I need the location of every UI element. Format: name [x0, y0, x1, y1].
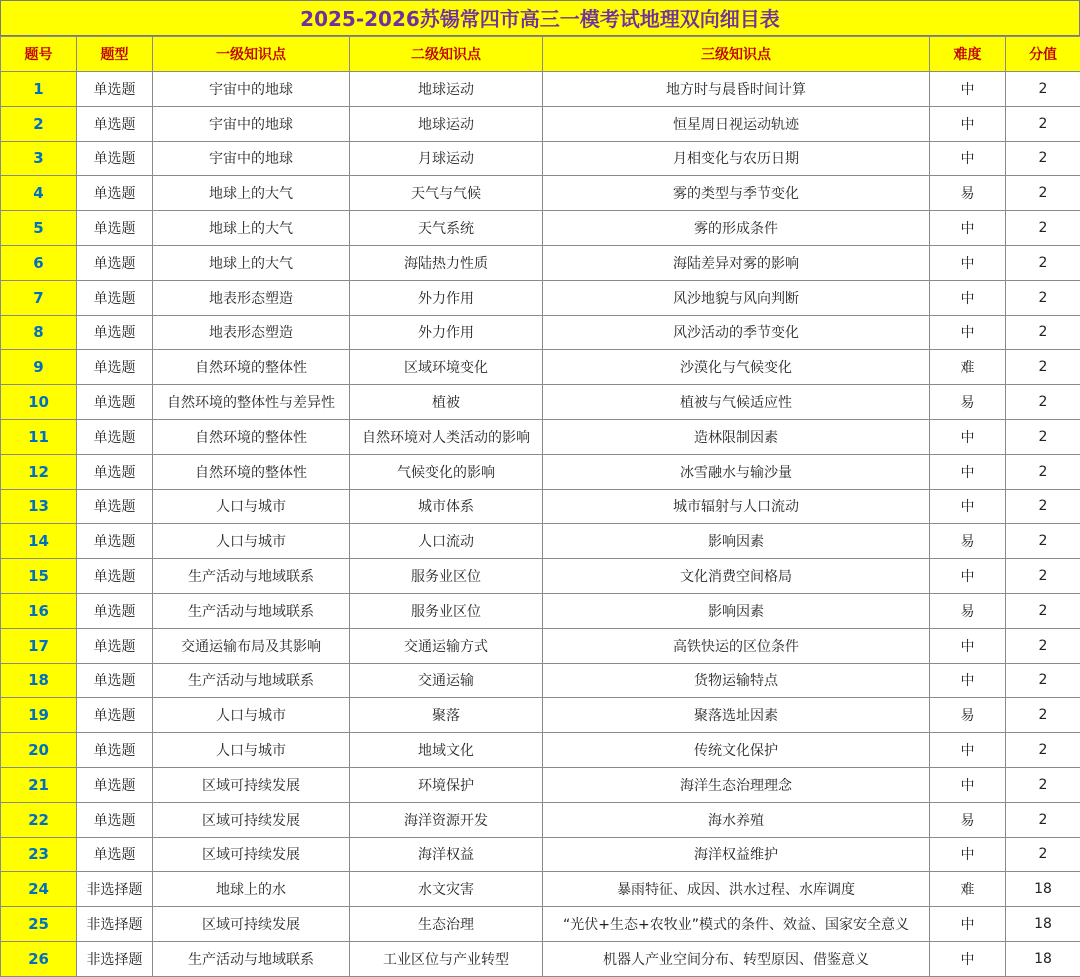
cell-level2-knowledge: 工业区位与产业转型 [350, 941, 543, 976]
table-row [1, 106, 1080, 141]
cell-question-type: 单选题 [77, 733, 153, 768]
cell-level3-knowledge: 货物运输特点 [543, 663, 930, 698]
cell-question-type: 单选题 [77, 524, 153, 559]
cell-level3-knowledge: 风沙地貌与风向判断 [543, 280, 930, 315]
cell-level3-knowledge: 传统文化保护 [543, 733, 930, 768]
cell-difficulty: 中 [930, 559, 1006, 594]
cell-score: 2 [1006, 628, 1080, 663]
cell-score: 2 [1006, 106, 1080, 141]
cell-question-type: 单选题 [77, 454, 153, 489]
table-row [1, 941, 1080, 976]
cell-question-type: 单选题 [77, 72, 153, 107]
table-row [1, 350, 1080, 385]
cell-question-no: 13 [1, 489, 77, 524]
cell-difficulty: 中 [930, 315, 1006, 350]
cell-score: 18 [1006, 872, 1080, 907]
cell-score: 18 [1006, 941, 1080, 976]
table-row [1, 72, 1080, 107]
table-row [1, 837, 1080, 872]
cell-level1-knowledge: 交通运输布局及其影响 [153, 628, 350, 663]
cell-level2-knowledge: 海陆热力性质 [350, 245, 543, 280]
cell-question-type: 单选题 [77, 698, 153, 733]
cell-question-no: 6 [1, 245, 77, 280]
cell-level1-knowledge: 宇宙中的地球 [153, 141, 350, 176]
cell-score: 2 [1006, 454, 1080, 489]
cell-level3-knowledge: 地方时与晨昏时间计算 [543, 72, 930, 107]
cell-level1-knowledge: 自然环境的整体性与差异性 [153, 385, 350, 420]
cell-level1-knowledge: 地球上的水 [153, 872, 350, 907]
cell-score: 2 [1006, 72, 1080, 107]
cell-question-type: 非选择题 [77, 907, 153, 942]
cell-score: 2 [1006, 350, 1080, 385]
cell-level2-knowledge: 外力作用 [350, 315, 543, 350]
cell-level2-knowledge: 交通运输 [350, 663, 543, 698]
cell-level1-knowledge: 区域可持续发展 [153, 802, 350, 837]
cell-level2-knowledge: 环境保护 [350, 767, 543, 802]
header-row [1, 37, 1080, 72]
cell-level2-knowledge: 生态治理 [350, 907, 543, 942]
table-row [1, 524, 1080, 559]
cell-difficulty: 中 [930, 733, 1006, 768]
cell-level1-knowledge: 生产活动与地域联系 [153, 941, 350, 976]
cell-level1-knowledge: 自然环境的整体性 [153, 454, 350, 489]
cell-question-no: 12 [1, 454, 77, 489]
cell-question-type: 单选题 [77, 837, 153, 872]
cell-level1-knowledge: 人口与城市 [153, 698, 350, 733]
cell-difficulty: 难 [930, 872, 1006, 907]
cell-level3-knowledge: 文化消费空间格局 [543, 559, 930, 594]
cell-level1-knowledge: 宇宙中的地球 [153, 72, 350, 107]
table-row [1, 211, 1080, 246]
cell-level2-knowledge: 水文灾害 [350, 872, 543, 907]
cell-level2-knowledge: 海洋权益 [350, 837, 543, 872]
cell-level3-knowledge: 风沙活动的季节变化 [543, 315, 930, 350]
cell-difficulty: 中 [930, 663, 1006, 698]
detail-table [0, 36, 1080, 977]
cell-question-no: 4 [1, 176, 77, 211]
table-row [1, 628, 1080, 663]
table-row [1, 593, 1080, 628]
header-level2-knowledge: 二级知识点 [350, 37, 543, 72]
cell-score: 2 [1006, 837, 1080, 872]
cell-level1-knowledge: 地球上的大气 [153, 176, 350, 211]
cell-level2-knowledge: 交通运输方式 [350, 628, 543, 663]
cell-question-type: 单选题 [77, 385, 153, 420]
cell-score: 2 [1006, 802, 1080, 837]
cell-question-type: 单选题 [77, 559, 153, 594]
cell-level3-knowledge: 造林限制因素 [543, 419, 930, 454]
cell-difficulty: 中 [930, 941, 1006, 976]
cell-question-no: 5 [1, 211, 77, 246]
cell-level2-knowledge: 植被 [350, 385, 543, 420]
cell-level1-knowledge: 人口与城市 [153, 524, 350, 559]
cell-level2-knowledge: 城市体系 [350, 489, 543, 524]
cell-question-type: 单选题 [77, 489, 153, 524]
cell-score: 2 [1006, 489, 1080, 524]
cell-level3-knowledge: 影响因素 [543, 524, 930, 559]
cell-score: 2 [1006, 176, 1080, 211]
cell-difficulty: 中 [930, 767, 1006, 802]
cell-difficulty: 中 [930, 907, 1006, 942]
table-body [1, 72, 1080, 977]
cell-level3-knowledge: 植被与气候适应性 [543, 385, 930, 420]
table-row [1, 280, 1080, 315]
cell-question-no: 18 [1, 663, 77, 698]
header-score: 分值 [1006, 37, 1080, 72]
cell-level3-knowledge: 聚落选址因素 [543, 698, 930, 733]
cell-level2-knowledge: 区域环境变化 [350, 350, 543, 385]
cell-level2-knowledge: 自然环境对人类活动的影响 [350, 419, 543, 454]
cell-difficulty: 中 [930, 141, 1006, 176]
cell-level1-knowledge: 生产活动与地域联系 [153, 663, 350, 698]
cell-question-no: 11 [1, 419, 77, 454]
cell-question-no: 25 [1, 907, 77, 942]
cell-difficulty: 难 [930, 350, 1006, 385]
cell-level1-knowledge: 地表形态塑造 [153, 280, 350, 315]
cell-difficulty: 中 [930, 837, 1006, 872]
cell-question-type: 单选题 [77, 141, 153, 176]
cell-question-type: 单选题 [77, 593, 153, 628]
cell-difficulty: 易 [930, 176, 1006, 211]
cell-level3-knowledge: 冰雪融水与输沙量 [543, 454, 930, 489]
table-row [1, 489, 1080, 524]
cell-level2-knowledge: 服务业区位 [350, 559, 543, 594]
cell-question-type: 非选择题 [77, 872, 153, 907]
table-row [1, 176, 1080, 211]
cell-difficulty: 中 [930, 419, 1006, 454]
cell-level1-knowledge: 区域可持续发展 [153, 907, 350, 942]
cell-level3-knowledge: 机器人产业空间分布、转型原因、借鉴意义 [543, 941, 930, 976]
header-question-no: 题号 [1, 37, 77, 72]
cell-question-type: 非选择题 [77, 941, 153, 976]
cell-score: 2 [1006, 245, 1080, 280]
cell-difficulty: 中 [930, 245, 1006, 280]
cell-score: 2 [1006, 280, 1080, 315]
cell-level1-knowledge: 地球上的大气 [153, 245, 350, 280]
cell-level3-knowledge: 恒星周日视运动轨迹 [543, 106, 930, 141]
cell-level1-knowledge: 生产活动与地域联系 [153, 593, 350, 628]
table-row [1, 141, 1080, 176]
cell-level2-knowledge: 聚落 [350, 698, 543, 733]
cell-score: 2 [1006, 141, 1080, 176]
cell-question-no: 17 [1, 628, 77, 663]
cell-level3-knowledge: 高铁快运的区位条件 [543, 628, 930, 663]
table-row [1, 559, 1080, 594]
cell-score: 2 [1006, 733, 1080, 768]
cell-level3-knowledge: 影响因素 [543, 593, 930, 628]
table-title: 2025-2026苏锡常四市高三一模考试地理双向细目表 [0, 0, 1080, 36]
cell-level1-knowledge: 地表形态塑造 [153, 315, 350, 350]
cell-question-no: 24 [1, 872, 77, 907]
cell-question-type: 单选题 [77, 211, 153, 246]
table-row [1, 802, 1080, 837]
header-question-type: 题型 [77, 37, 153, 72]
cell-question-no: 14 [1, 524, 77, 559]
cell-level3-knowledge: 暴雨特征、成因、洪水过程、水库调度 [543, 872, 930, 907]
cell-difficulty: 易 [930, 385, 1006, 420]
cell-level1-knowledge: 区域可持续发展 [153, 767, 350, 802]
cell-level1-knowledge: 宇宙中的地球 [153, 106, 350, 141]
cell-difficulty: 中 [930, 106, 1006, 141]
cell-level3-knowledge: 海洋生态治理理念 [543, 767, 930, 802]
cell-difficulty: 易 [930, 524, 1006, 559]
cell-score: 2 [1006, 419, 1080, 454]
cell-level2-knowledge: 天气系统 [350, 211, 543, 246]
cell-level2-knowledge: 天气与气候 [350, 176, 543, 211]
cell-score: 2 [1006, 698, 1080, 733]
cell-question-no: 21 [1, 767, 77, 802]
cell-level1-knowledge: 自然环境的整体性 [153, 419, 350, 454]
table-row [1, 419, 1080, 454]
cell-level3-knowledge: 雾的类型与季节变化 [543, 176, 930, 211]
cell-score: 2 [1006, 593, 1080, 628]
cell-level1-knowledge: 地球上的大气 [153, 211, 350, 246]
cell-score: 2 [1006, 211, 1080, 246]
cell-question-no: 23 [1, 837, 77, 872]
cell-level3-knowledge: 海陆差异对雾的影响 [543, 245, 930, 280]
cell-score: 2 [1006, 559, 1080, 594]
cell-question-type: 单选题 [77, 245, 153, 280]
cell-level3-knowledge: 城市辐射与人口流动 [543, 489, 930, 524]
cell-question-no: 22 [1, 802, 77, 837]
table-row [1, 767, 1080, 802]
cell-level1-knowledge: 自然环境的整体性 [153, 350, 350, 385]
cell-question-no: 2 [1, 106, 77, 141]
cell-level2-knowledge: 服务业区位 [350, 593, 543, 628]
cell-question-no: 9 [1, 350, 77, 385]
cell-level2-knowledge: 地球运动 [350, 72, 543, 107]
cell-difficulty: 易 [930, 802, 1006, 837]
cell-level3-knowledge: 月相变化与农历日期 [543, 141, 930, 176]
cell-difficulty: 中 [930, 280, 1006, 315]
table-row [1, 733, 1080, 768]
cell-question-type: 单选题 [77, 350, 153, 385]
cell-question-type: 单选题 [77, 628, 153, 663]
cell-level3-knowledge: 沙漠化与气候变化 [543, 350, 930, 385]
cell-question-type: 单选题 [77, 176, 153, 211]
cell-difficulty: 易 [930, 593, 1006, 628]
cell-level2-knowledge: 人口流动 [350, 524, 543, 559]
cell-level3-knowledge: 海洋权益维护 [543, 837, 930, 872]
cell-question-no: 19 [1, 698, 77, 733]
cell-question-type: 单选题 [77, 802, 153, 837]
cell-level2-knowledge: 气候变化的影响 [350, 454, 543, 489]
cell-level2-knowledge: 地球运动 [350, 106, 543, 141]
cell-level1-knowledge: 人口与城市 [153, 489, 350, 524]
cell-question-no: 10 [1, 385, 77, 420]
cell-score: 2 [1006, 524, 1080, 559]
cell-question-no: 20 [1, 733, 77, 768]
table-row [1, 245, 1080, 280]
cell-difficulty: 中 [930, 211, 1006, 246]
cell-level1-knowledge: 区域可持续发展 [153, 837, 350, 872]
cell-question-type: 单选题 [77, 663, 153, 698]
cell-level2-knowledge: 外力作用 [350, 280, 543, 315]
cell-level2-knowledge: 海洋资源开发 [350, 802, 543, 837]
cell-question-no: 16 [1, 593, 77, 628]
header-level1-knowledge: 一级知识点 [153, 37, 350, 72]
cell-difficulty: 中 [930, 628, 1006, 663]
header-level3-knowledge: 三级知识点 [543, 37, 930, 72]
table-row [1, 907, 1080, 942]
table-row [1, 663, 1080, 698]
cell-level3-knowledge: 海水养殖 [543, 802, 930, 837]
table-row [1, 315, 1080, 350]
cell-score: 2 [1006, 385, 1080, 420]
header-difficulty: 难度 [930, 37, 1006, 72]
cell-question-type: 单选题 [77, 315, 153, 350]
table-row [1, 872, 1080, 907]
cell-question-no: 26 [1, 941, 77, 976]
cell-difficulty: 中 [930, 489, 1006, 524]
cell-score: 2 [1006, 315, 1080, 350]
table-row [1, 698, 1080, 733]
cell-level1-knowledge: 生产活动与地域联系 [153, 559, 350, 594]
cell-score: 18 [1006, 907, 1080, 942]
cell-question-no: 7 [1, 280, 77, 315]
cell-question-no: 8 [1, 315, 77, 350]
table-row [1, 454, 1080, 489]
cell-level1-knowledge: 人口与城市 [153, 733, 350, 768]
cell-question-type: 单选题 [77, 419, 153, 454]
cell-question-no: 1 [1, 72, 77, 107]
cell-level2-knowledge: 月球运动 [350, 141, 543, 176]
cell-question-no: 3 [1, 141, 77, 176]
cell-question-no: 15 [1, 559, 77, 594]
cell-question-type: 单选题 [77, 280, 153, 315]
cell-question-type: 单选题 [77, 106, 153, 141]
cell-score: 2 [1006, 663, 1080, 698]
cell-level3-knowledge: “光伏+生态+农牧业”模式的条件、效益、国家安全意义 [543, 907, 930, 942]
cell-score: 2 [1006, 767, 1080, 802]
cell-difficulty: 中 [930, 454, 1006, 489]
cell-difficulty: 易 [930, 698, 1006, 733]
cell-level3-knowledge: 雾的形成条件 [543, 211, 930, 246]
cell-question-type: 单选题 [77, 767, 153, 802]
cell-level2-knowledge: 地域文化 [350, 733, 543, 768]
cell-difficulty: 中 [930, 72, 1006, 107]
table-row [1, 385, 1080, 420]
